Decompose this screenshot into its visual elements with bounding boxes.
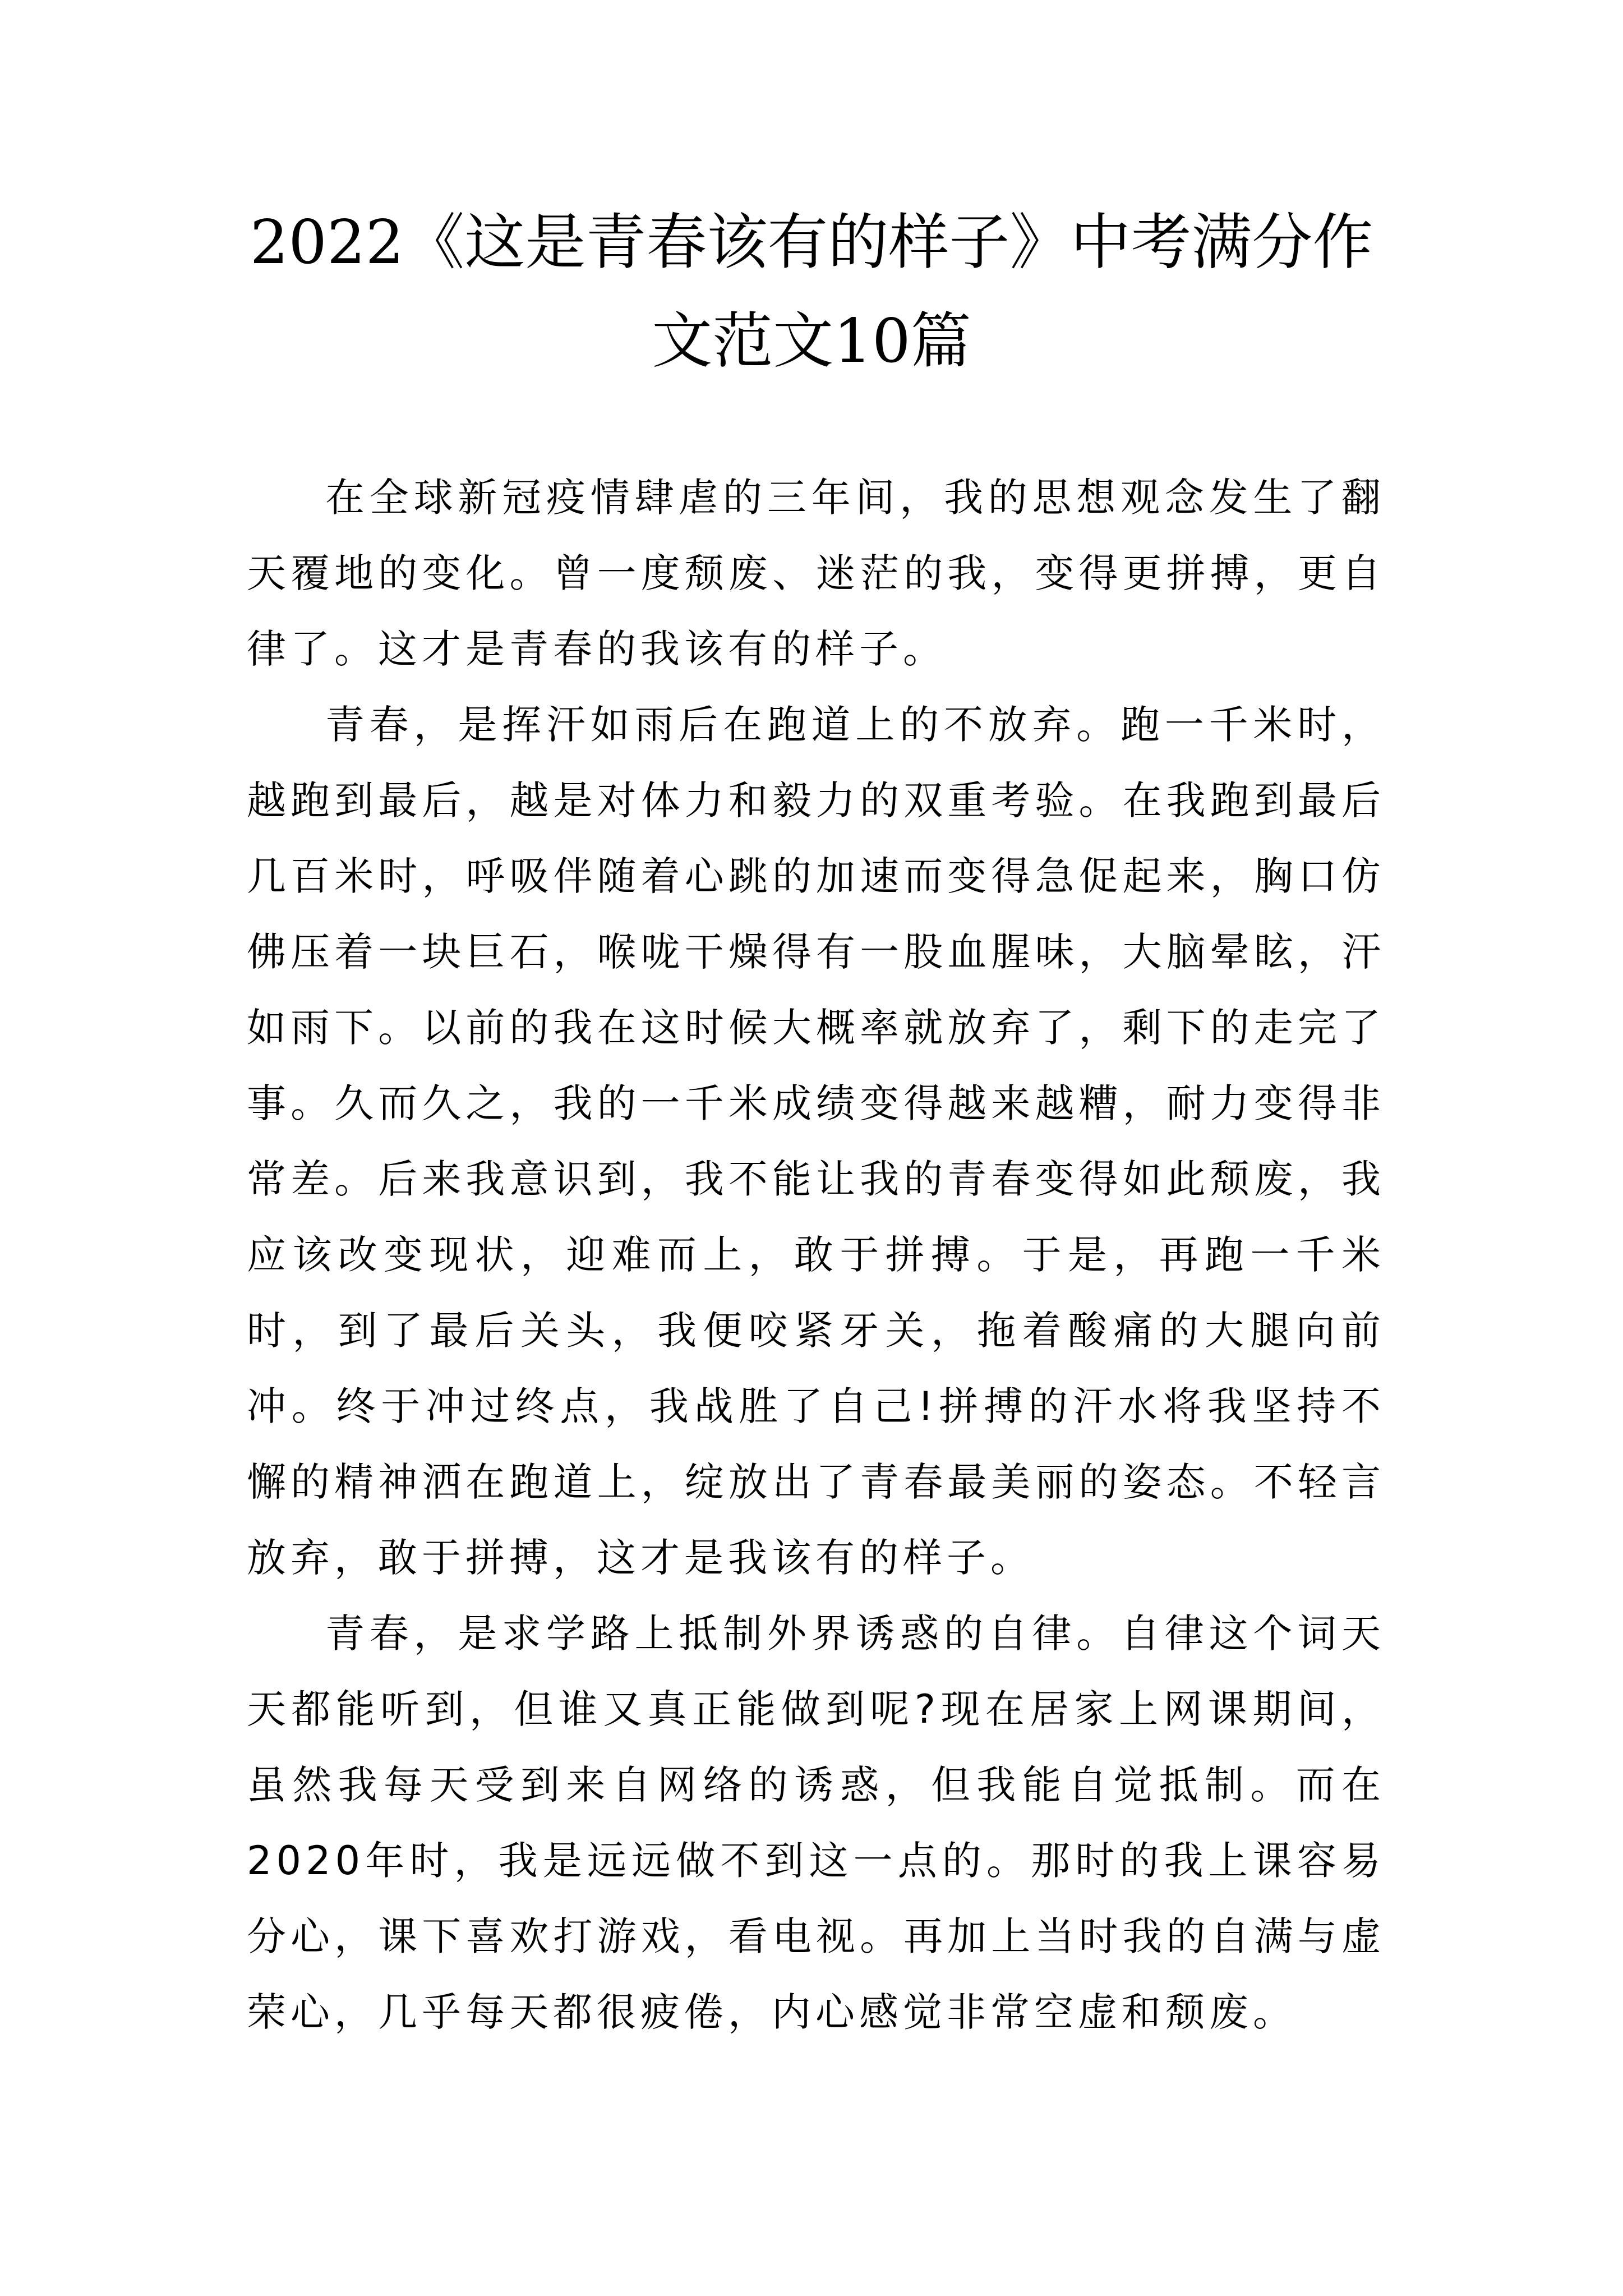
paragraph-3: 青春，是求学路上抵制外界诱惑的自律。自律这个词天天都能听到，但谁又真正能做到呢?现在居家上网课期间，虽然我每天受到来自网络的诱惑，但我能自觉抵制。而在2020年时，我是远远做不到这一点的。那时的我上课容易分心，课下喜欢打游戏，看电视。再加上当时我的自满与虚荣心，几乎每天都很疲倦，内心感觉非常空虚和颓废。 — [247, 1611, 1385, 2035]
paragraph-2: 青春，是挥汗如雨后在跑道上的不放弃。跑一千米时，越跑到最后，越是对体力和毅力的双重考验。在我跑到最后几百米时，呼吸伴随着心跳的加速而变得急促起来，胸口仿佛压着一块巨石，喉咙干燥得有一股血腥味，大脑晕眩，汗如雨下。以前的我在这时候大概率就放弃了，剩下的走完了事。久而久之，我的一千米成绩变得越来越糟，耐力变得非常差。后来我意识到，我不能让我的青春变得如此颓废，我应该改变现状，迎难而上，敢于拼搏。于是，再跑一千米时，到了最后关头，我便咬紧牙关，拖着酸痛的大腿向前冲。终于冲过终点，我战胜了自己!拼搏的汗水将我坚持不懈的精神洒在跑道上，绽放出了青春最美丽的姿态。不轻言放弃，敢于拼搏，这才是我该有的样子。 — [247, 702, 1385, 1581]
paragraph-1: 在全球新冠疫情肆虐的三年间，我的思想观念发生了翻天覆地的变化。曾一度颓废、迷茫的我，变得更拼搏，更自律了。这才是青春的我该有的样子。 — [247, 475, 1385, 672]
document-title: 2022《这是青春该有的样子》中考满分作文范文10篇 — [250, 208, 1373, 376]
document-body — [247, 460, 1385, 2050]
